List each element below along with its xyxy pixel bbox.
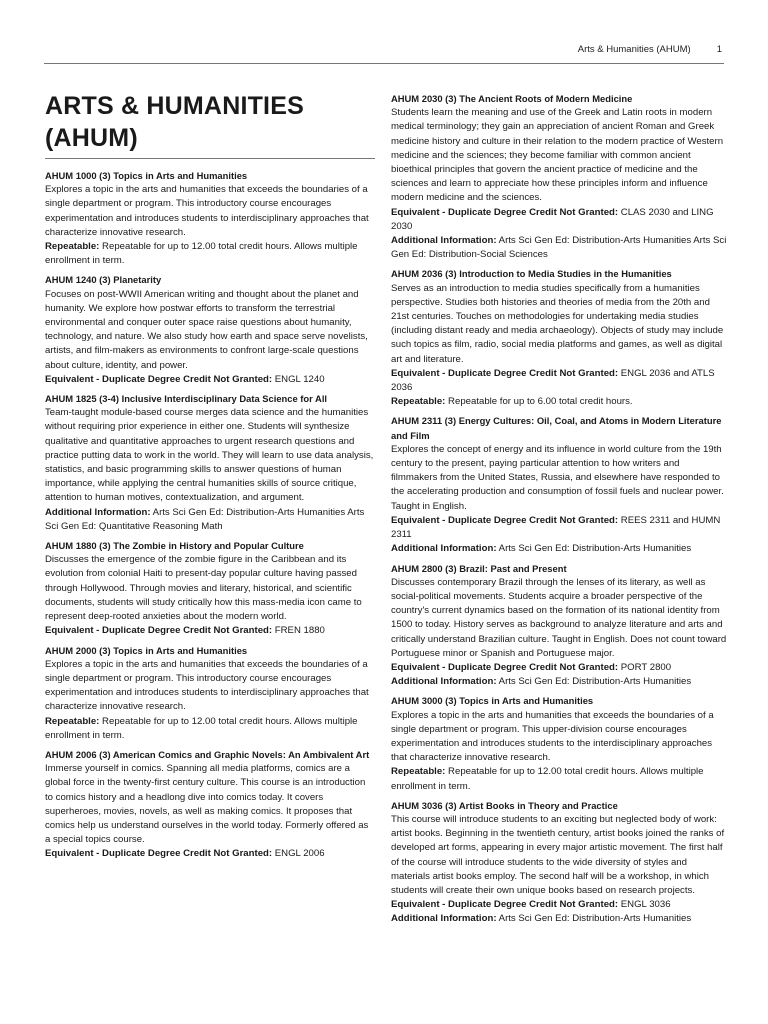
course-meta-text: PORT 2800 [618, 661, 672, 673]
course-description: Students learn the meaning and use of the Greek and Latin roots in modern medical terminology; they gain an appreciation of ancient Roman and Greek medicine history and culture in their relation to the modern practice of Western medicine and the sciences; they become familiar with common ancient bioethical principles that govern the ancient practice of medicine and the sciences and learn to appreciate how these principles inform and influence modern medicine and the sciences. [391, 107, 724, 204]
course-description: Focuses on post-WWII American writing and thought about the planet and humanity. We explore how postwar efforts to transform the terrestrial environmental and conquer outer space raise questions about humanity, technology, and nature. We also study how earth and space serve novelists, artists, and film-makers as environments to confront large-scale questions about culture, identity, and power. [45, 288, 368, 371]
right-column [391, 92, 727, 932]
course-meta-label: Equivalent - Duplicate Degree Credit Not Granted: [391, 367, 619, 379]
course-meta-text: FREN 1880 [272, 625, 325, 637]
course-entry [391, 562, 727, 690]
course-entry [45, 273, 375, 387]
course-entry [391, 92, 727, 262]
course-meta-label: Equivalent - Duplicate Degree Credit Not Granted: [391, 514, 619, 526]
course-meta [45, 624, 375, 638]
course-title: AHUM 1240 (3) Planetarity [45, 274, 162, 286]
course-meta-text: ENGL 2006 [272, 848, 325, 860]
course-meta-label: Repeatable: [391, 396, 446, 408]
course-title: AHUM 1000 (3) Topics in Arts and Humanities [45, 170, 248, 181]
course-meta-label: Equivalent - Duplicate Degree Credit Not Granted: [391, 899, 619, 911]
course-meta [391, 234, 727, 262]
left-column [45, 90, 375, 867]
course-meta [391, 514, 727, 542]
course-meta-label: Additional Information: [391, 235, 497, 247]
course-description: Explores a topic in the arts and humanities that exceeds the boundaries of a single department or program. This upper-division course encourages experimentation and introduces students to the interdisciplinary approaches that characterize innovative research. [391, 709, 714, 764]
course-description: Explores a topic in the arts and humanities that exceeds the boundaries of a single department or program. This introductory course encourages experimentation and introduces students to interdisciplinary approaches that characterize innovative research. [45, 658, 369, 713]
course-meta [391, 206, 727, 234]
course-meta-label: Repeatable: [45, 241, 100, 253]
course-description: Discusses contemporary Brazil through the lenses of its literary, as well as social-political movements. Students acquire a broader perspective of the country's current dynamics based on the formation of its national identity from 1500 to today. History serves as background to analyze literature and arts and critically understand Brazilian culture. Taught in English. Does not count toward Portuguese minor or Spanish and Portuguese major. [391, 576, 727, 659]
course-meta [391, 542, 727, 556]
course-description: Explores a topic in the arts and humanities that exceeds the boundaries of a single department or program. This introductory course encourages experimentation and introduces students to interdisciplinary approaches that characterize innovative research. [45, 184, 369, 238]
course-title: AHUM 1880 (3) The Zombie in History and Popular Culture [45, 540, 304, 552]
course-meta-text: Repeatable for up to 12.00 total credit hours. Allows multiple enrollment in term. [391, 766, 704, 792]
course-description: Explores the concept of energy and its influence in world culture from the 19th century to the present, paying particular attention to how writers and filmmakers from the United States, Russia, and elsewhere have responded to the accelerating production and consumption of fossil fuels and nuclear power. Taught in English. [391, 443, 724, 512]
course-meta-label: Additional Information: [391, 543, 497, 555]
course-meta-text: Arts Sci Gen Ed: Distribution-Arts Humanities [496, 676, 692, 688]
course-meta [391, 367, 727, 395]
course-meta-label: Repeatable: [45, 715, 100, 727]
course-meta [391, 912, 727, 926]
course-meta [391, 661, 727, 675]
course-description: Immerse yourself in comics. Spanning all media platforms, comics are a global force in the twenty-first century culture. This course is an introduction to comics history and a headlong dive into comics today. It covers superheroes, movies, novels, as well as making comics. It proposes that comics help us understand ourselves in the world today. Formerly offered as a special topics course. [45, 763, 369, 846]
course-meta-label: Additional Information: [45, 506, 151, 518]
course-meta-text: Arts Sci Gen Ed: Distribution-Arts Humanities Arts Sci Gen Ed: Distribution-Social Sciences [391, 235, 727, 261]
course-meta [45, 847, 375, 861]
course-meta-label: Equivalent - Duplicate Degree Credit Not Granted: [391, 206, 619, 218]
course-meta [391, 765, 727, 793]
course-entry [45, 748, 375, 862]
course-title: AHUM 3000 (3) Topics in Arts and Humanities [391, 695, 594, 707]
course-entry [391, 267, 727, 409]
course-entry [45, 644, 375, 743]
header-rule [44, 63, 724, 64]
course-entry [45, 392, 375, 534]
course-meta-text: ENGL 3036 [618, 899, 671, 911]
course-meta [45, 373, 375, 387]
course-meta-label: Repeatable: [391, 766, 446, 778]
page-number: 1 [716, 44, 722, 55]
course-title: AHUM 2311 (3) Energy Cultures: Oil, Coal, and Atoms in Modern Literature and Film [391, 415, 722, 441]
course-meta-label: Additional Information: [391, 676, 497, 688]
course-description: Discusses the emergence of the zombie figure in the Caribbean and its evolution from colonial Haiti to present-day popular culture having passed through Hollywood. Through movies and literary, historical, and scientific documents, students will study critically how this mass-media icon came to represent deep-rooted anxieties about the modern world. [45, 554, 362, 623]
course-meta-text: ENGL 2036 and ATLS 2036 [391, 367, 715, 394]
course-meta-text: Repeatable for up to 12.00 total credit hours. Allows multiple enrollment in term. [45, 241, 358, 267]
course-meta-label: Equivalent - Duplicate Degree Credit Not Granted: [391, 661, 619, 673]
course-meta-label: Additional Information: [391, 913, 497, 925]
course-list-right [391, 92, 727, 927]
course-meta-text: Repeatable for up to 12.00 total credit hours. Allows multiple enrollment in term. [45, 715, 358, 741]
course-meta [391, 675, 727, 689]
course-meta [45, 506, 375, 534]
course-title: AHUM 2000 (3) Topics in Arts and Humanities [45, 644, 248, 656]
course-entry [391, 799, 727, 927]
course-meta-text: Repeatable for up to 6.00 total credit hours. [445, 396, 633, 408]
course-title: AHUM 2030 (3) The Ancient Roots of Modern Medicine [391, 93, 633, 104]
course-description: Team-taught module-based course merges data science and the humanities without requiring prior experience in either one. Students will synthesize qualitative and quantitative approaches to urgent research questions and practice putting data to work in the world. They will learn to use data analysis, statistics, and basic programming skills to answer questions of human importance, while applying the central humanities skills of source critique, attention to human motives, contextualization, and argument. [45, 407, 374, 504]
course-description: This course will introduce students to an exciting but neglected body of work: artist books. Beginning in the twentieth century, artist books joined the ranks of developed art forms, appearing in every major artistic movement. The first half of the course will introduce students to the wide diversity of styles and materials artist books employ. The second half will be a workshop, in which students will create their own unique books based on research projects. [391, 813, 725, 896]
course-meta-label: Equivalent - Duplicate Degree Credit Not Granted: [45, 625, 273, 637]
course-meta [45, 715, 375, 743]
course-meta-text: ENGL 1240 [272, 373, 325, 385]
course-list-left [45, 169, 375, 862]
course-meta-text: Arts Sci Gen Ed: Distribution-Arts Humanities [496, 913, 692, 925]
course-description: Serves as an introduction to media studies specifically from a humanities perspective. Studies both histories and theories of media from the 20th and 21st centuries. Touches on methodologies for undertaking media studies (including distant ready and media archaeology). Objects of study may include such topics as film, radio, social media platforms and games, as well as digital art and literature. [391, 282, 724, 365]
course-meta-text: CLAS 2030 and LING 2030 [391, 206, 714, 232]
course-meta-label: Equivalent - Duplicate Degree Credit Not Granted: [45, 373, 273, 385]
course-entry [45, 539, 375, 638]
page-title: ARTS & HUMANITIES (AHUM) [45, 90, 375, 159]
course-title: AHUM 3036 (3) Artist Books in Theory and Practice [391, 799, 618, 811]
course-meta [391, 898, 727, 912]
course-entry [45, 169, 375, 268]
course-meta [45, 240, 375, 268]
running-title: Arts & Humanities (AHUM) [577, 44, 691, 55]
course-meta-text: Arts Sci Gen Ed: Distribution-Arts Humanities Arts Sci Gen Ed: Quantitative Reasoning Math [45, 506, 365, 532]
course-title: AHUM 1825 (3-4) Inclusive Interdisciplinary Data Science for All [45, 393, 328, 405]
course-title: AHUM 2006 (3) American Comics and Graphic Novels: An Ambivalent Art [45, 748, 370, 760]
course-meta-text: REES 2311 and HUMN 2311 [391, 514, 721, 541]
course-title: AHUM 2036 (3) Introduction to Media Studies in the Humanities [391, 268, 672, 280]
course-title: AHUM 2800 (3) Brazil: Past and Present [391, 562, 567, 574]
course-entry [391, 414, 727, 556]
running-header [578, 44, 722, 55]
course-meta-label: Equivalent - Duplicate Degree Credit Not Granted: [45, 848, 273, 860]
course-meta-text: Arts Sci Gen Ed: Distribution-Arts Humanities [496, 543, 692, 555]
course-meta [391, 395, 727, 409]
course-entry [391, 694, 727, 793]
